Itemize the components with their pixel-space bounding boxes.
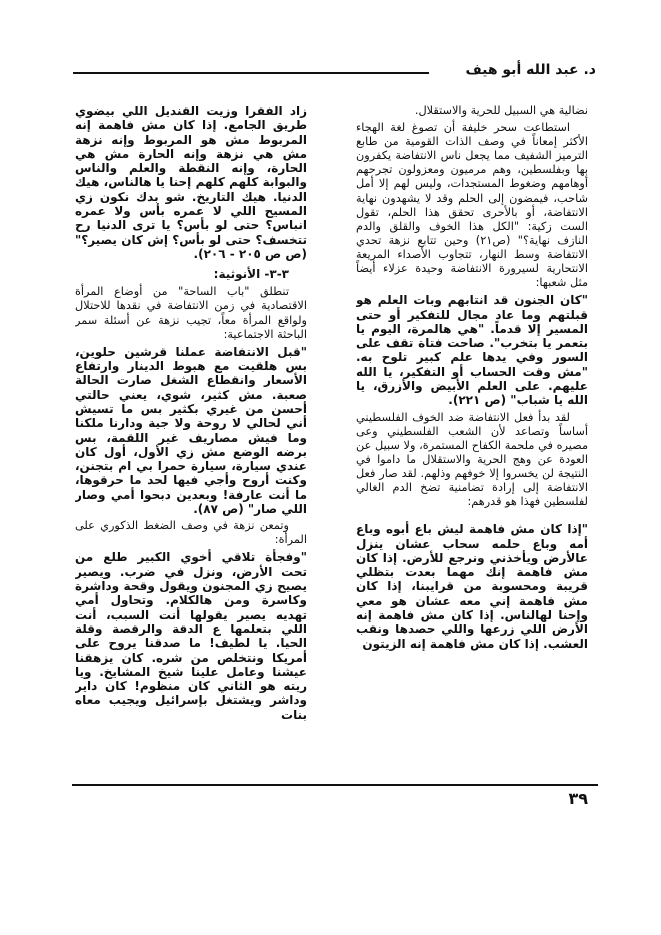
block-quote: "كان الجنون قد انتابهم وبات العلم هو قبلتهم وما عاد مجال للتفكير أو حتى المسير إلا قدماً. "هي هالمرة، اليوم يا بتعمر يا بتخرب". صاحت فتاة تقف على السور وفي يدها علم كبير تلوح به. "مش وقت الحساب أو التفكير، يا الله عليهم. على العلم الأبيض والأزرق، يا الله يا شباب" (ص ٢٢١). xyxy=(356,293,588,408)
author-name: د. عبد الله أبو هيف xyxy=(465,62,596,78)
left-column xyxy=(75,104,307,754)
spacer xyxy=(356,512,588,522)
page-number: ٣٩ xyxy=(568,789,588,808)
header-rule xyxy=(73,72,429,74)
block-quote: "قبل الانتفاضة عملنا قرشين حلوين، بس هلقيت مع هبوط الدينار وارتفاع الأسعار وانقطاع الشغل صارت الحالة صعبة. مش كثير، شوي، يعني حالتي أحسن من غيري بكثير بس ما تسيش أني لحالي لا روحة ولا جية ودارنا ملكنا وما فيش مصاريف غير اللقمة، بس برضه الوضع مش زي الأول، أول كان عندي سيارة، سيارة حمرا بي ام بتجنن، وكنت أروح وأجي فيها لحد ما حرقوها، ما أنت عارفة! وبعدين دبحوا أمي وصار اللي صار" (ص ٨٧). xyxy=(75,344,307,516)
block-quote: "إذا كان مش فاهمة ليش باع أبوه وباع أمه وباع حلمه سحاب عشان ينزل عالأرض ويأخذني ونرجع للأرض. إذا كان مش فاهمة إنك مهما بعدت بتظلي قريبة ومحسوبة من قرايبنا، إذا كان مش فاهمة إني معه عشان هو معي وإحنا لهالناس. إذا كان مش فاهمة إنه الأرض اللي زرعها واللي حصدها ونقب العشب. إذا كان مش فاهمة إنه الزيتون xyxy=(356,522,588,651)
paragraph: نضالية هي السبيل للحرية والاستقلال. xyxy=(414,104,588,117)
right-column xyxy=(356,104,588,754)
section-heading: ٣-٣- الأنوثية: xyxy=(213,267,289,282)
block-quote: "وفجأة تلاقي أخوي الكبير طلع من تحت الأرض، ونزل في ضرب. ويصير يصيح زي المجنون ويقول وقحة وداشرة وكاسرة ومن هالكلام. وتحاول أمي تهديه يصير يقولها أنت السبب، أنت اللي بتعلمها ع الدقة والرقصة وقلة الحيا. يا لطيف! ما صدقنا يروح على أمريكا ونتخلص من شره. كان يزهقنا عيشنا وعامل علينا شيخ المشايخ. ويا ريته هو الثاني كان منظوم! كان داير وداشر ويشتغل بإسرائيل ويجيب معاه بنات xyxy=(75,550,307,722)
block-quote: زاد الفقرا وزيت القنديل اللي بيضوي طريق الجامع. إذا كان مش فاهمة إنه المربوط مش هو المربوط وإنه نزهة مش هي نزهة وإنه الحارة مش هي الحارة، وإنه النقطة والعلم والناس والبوابة كلهم كلهم إحنا يا هالناس، هيك الدنيا. هيك التاريخ. شو بدك نكون زي المسيح اللي لا عمره بأس ولا عمره انباس؟ حتى لو بأس؟ يا ترى الدنيا رح تتخسف؟ حتى لو بأس؟ إش كان يصير؟" (ص ص ٢٠٥ - ٢٠٦). xyxy=(75,104,307,261)
paragraph: استطاعت سحر خليفة أن تصوغ لغة الهجاء الأكثر إمعاناً في وصف الذات القومية من طابع الترميز الشفيف مما يجعل ناس الانتفاضة يكفرون بها وبفلسطين، وهم مرميون ومعزولون تجرحهم أوهامهم وضغوط المستجدات، وليس لهم إلا أمل شاحب، فيمضون إلى الحلم وقد لا يشهدون نهاية الانتفاضة، أو بالأحرى تحقق هذا الحلم، تقول الست زكية: "الكل هذا الخوف والقلق والدم النازف نهاية؟" (ص٢١) وحين تتابع نزهة تحدي الانتفاضة وسط النهار، تتجاوب الأصداء المريعة الانتحارية لسيرورة الانتفاضة وحيدة عزلاء أيضاً مثل شعبها: xyxy=(356,121,588,290)
paragraph: تنطلق "باب الساحة" من أوضاع المرأة الاقتصادية في زمن الانتفاضة في نقدها للاحتلال ولواقع المرأة معاً، تجيب نزهة عن أسئلة سمر الباحثة الاجتماعية: xyxy=(75,285,307,341)
paragraph: وتمعن نزهة في وصف الضغط الذكوري على المرأة: xyxy=(75,519,307,547)
page-header xyxy=(73,61,596,89)
footer-rule xyxy=(72,784,598,786)
paragraph: لقد بدأ فعل الانتفاضة ضد الخوف الفلسطيني أساساً وتصاعد لأن الشعب الفلسطيني وعى مصيره في ملحمة الكفاح المستمرة، ولا سبيل عن العودة عن وهج الحرية والاستقلال ما داموا في النتيجة لن يخسروا إلا خوفهم وذلهم. لقد صار فعل الانتفاضة إلى إرادة تضامنية تضخ الدم الغالي لفلسطين فهذا هو قدرهم: xyxy=(356,410,588,509)
